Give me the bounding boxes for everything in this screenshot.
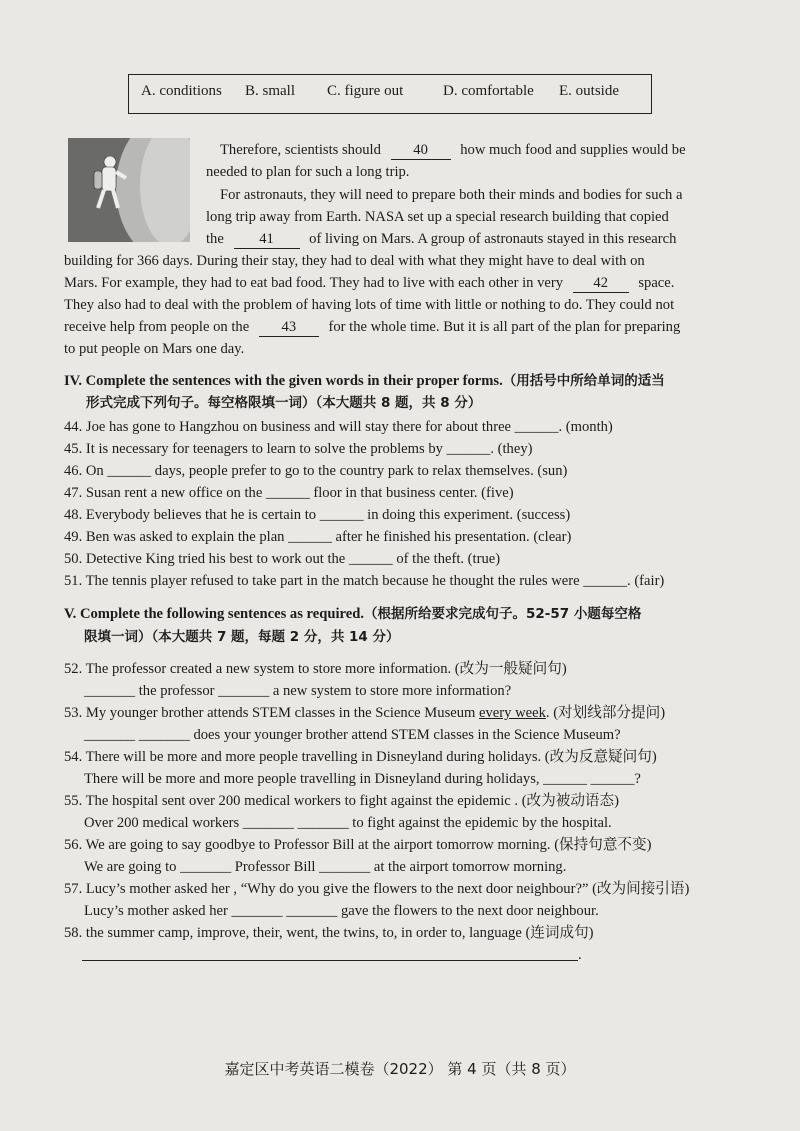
passage-line-10: to put people on Mars one day. — [64, 341, 245, 357]
section-5-title-cont: 限填一词）（本大题共 7 题，每题 2 分，共 14 分） — [84, 629, 400, 645]
question-44: 44. Joe has gone to Hangzhou on business and will stay there for about three ______. (month) — [64, 419, 613, 435]
question-57: 57. Lucy’s mother asked her , “Why do you give the flowers to the next door neighbour?” (改为间接引语) — [64, 881, 690, 897]
answer-58-period: . — [578, 947, 582, 963]
question-58: 58. the summer camp, improve, their, went, the twins, to, in order to, language (连词成句) — [64, 925, 594, 941]
section-title-en: V. Complete the following sentences as required. — [64, 606, 364, 622]
passage-text: Mars. For example, they had to eat bad food. They had to live with each other in very — [64, 275, 564, 291]
word-bank-box — [128, 74, 652, 114]
passage-text: Therefore, scientists should — [220, 142, 381, 158]
answer-56: We are going to _______ Professor Bill _______ at the airport tomorrow morning. — [84, 859, 567, 875]
section-4-title — [64, 371, 665, 391]
blank-40[interactable]: 40 — [391, 141, 451, 160]
question-47: 47. Susan rent a new office on the ______ floor in that business center. (five) — [64, 485, 514, 501]
section-title-cn: （根据所给要求完成句子。52-57 小题每空格 — [363, 606, 642, 622]
passage-text: how much food and supplies would be — [460, 142, 686, 158]
word-option-d: D. comfortable — [443, 83, 534, 99]
passage-line-6: building for 366 days. During their stay, they had to deal with what they might have to deal with on — [64, 253, 645, 269]
passage-line-8: They also had to deal with the problem of having lots of time with little or nothing to do. They could not — [64, 297, 675, 313]
question-49: 49. Ben was asked to explain the plan ______ after he finished his presentation. (clear) — [64, 529, 572, 545]
answer-54: There will be more and more people travelling in Disneyland during holidays, ______ ______? — [84, 771, 641, 787]
question-48: 48. Everybody believes that he is certain to ______ in doing this experiment. (success) — [64, 507, 571, 523]
question-45: 45. It is necessary for teenagers to learn to solve the problems by ______. (they) — [64, 441, 533, 457]
question-text: 53. My younger brother attends STEM classes in the Science Museum — [64, 705, 480, 721]
blank-42[interactable]: 42 — [573, 274, 629, 293]
section-title-cn: （用括号中所给单词的适当 — [502, 373, 665, 389]
question-text: . (对划线部分提问) — [545, 705, 666, 721]
passage-line-3: For astronauts, they will need to prepare both their minds and bodies for such a — [220, 187, 683, 203]
answer-57: Lucy’s mother asked her _______ _______ gave the flowers to the next door neighbour. — [84, 903, 599, 919]
passage-text: space. — [638, 275, 675, 291]
underlined-phrase: every week — [479, 705, 546, 721]
answer-52: _______ the professor _______ a new system to store more information? — [84, 683, 512, 699]
question-50: 50. Detective King tried his best to work out the ______ of the theft. (true) — [64, 551, 501, 567]
passage-text: receive help from people on the — [64, 319, 250, 335]
passage-text: the — [206, 231, 224, 247]
word-option-e: E. outside — [559, 83, 619, 99]
blank-41[interactable]: 41 — [234, 230, 300, 249]
section-4-title-cont: 形式完成下列句子。每空格限填一词）（本大题共 8 题，共 8 分） — [86, 395, 482, 411]
passage-text: for the whole time. But it is all part of the plan for preparing — [328, 319, 681, 335]
passage-line-2: needed to plan for such a long trip. — [206, 164, 410, 180]
question-53 — [64, 703, 665, 723]
question-55: 55. The hospital sent over 200 medical workers to fight against the epidemic . (改为被动语态) — [64, 793, 619, 809]
astronaut-photo — [68, 138, 190, 242]
passage-line-5 — [206, 229, 676, 249]
answer-55: Over 200 medical workers _______ _______ to fight against the epidemic by the hospital. — [84, 815, 612, 831]
answer-line-58[interactable] — [82, 960, 578, 961]
page-footer: 嘉定区中考英语二模卷（2022） 第 4 页（共 8 页） — [224, 1060, 576, 1078]
passage-text: of living on Mars. A group of astronauts stayed in this research — [309, 231, 677, 247]
passage-line-9 — [64, 317, 680, 337]
question-51: 51. The tennis player refused to take part in the match because he thought the rules were ______. (fair) — [64, 573, 665, 589]
word-option-b: B. small — [245, 83, 296, 99]
question-46: 46. On ______ days, people prefer to go to the country park to relax themselves. (sun) — [64, 463, 568, 479]
blank-43[interactable]: 43 — [259, 318, 319, 337]
word-option-c: C. figure out — [327, 83, 404, 99]
passage-line-4: long trip away from Earth. NASA set up a special research building that copied — [206, 209, 669, 225]
passage-line-7 — [64, 273, 674, 293]
section-5-title — [64, 604, 641, 624]
question-56: 56. We are going to say goodbye to Professor Bill at the airport tomorrow morning. (保持句意不变) — [64, 837, 652, 853]
astronaut-spacewalk-icon — [68, 138, 190, 242]
passage-line-1 — [220, 140, 686, 160]
answer-53: _______ _______ does your younger brother attend STEM classes in the Science Museum? — [84, 727, 621, 743]
word-option-a: A. conditions — [141, 83, 222, 99]
question-52: 52. The professor created a new system to store more information. (改为一般疑问句) — [64, 661, 567, 677]
section-title-en: IV. Complete the sentences with the given words in their proper forms. — [64, 373, 503, 389]
question-54: 54. There will be more and more people travelling in Disneyland during holidays. (改为反意疑问句) — [64, 749, 657, 765]
